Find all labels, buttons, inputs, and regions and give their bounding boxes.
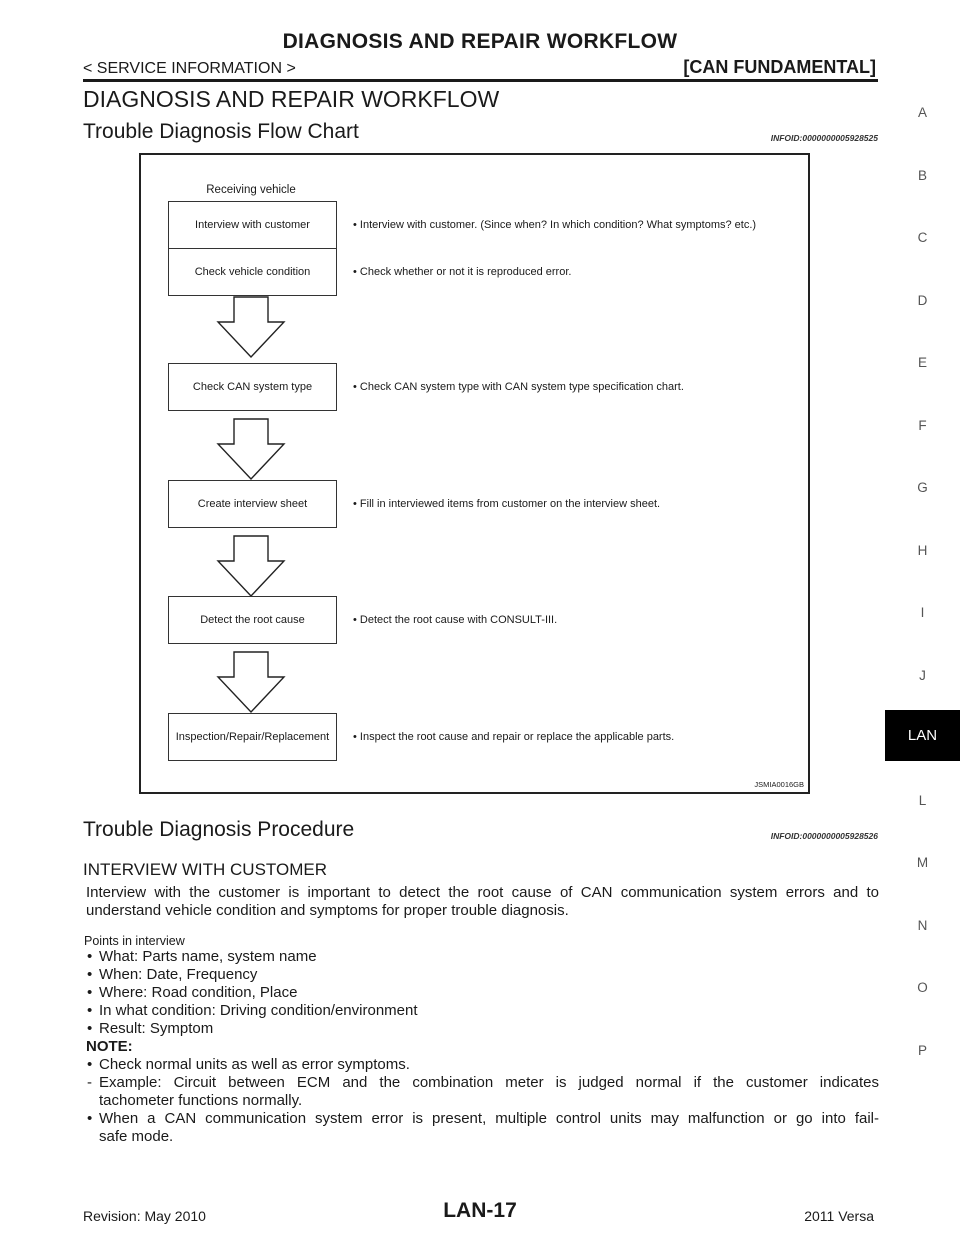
page-title: DIAGNOSIS AND REPAIR WORKFLOW (83, 86, 500, 112)
down-arrow-icon (216, 651, 286, 713)
index-tab[interactable]: F (918, 418, 927, 433)
index-tab[interactable]: A (917, 105, 927, 120)
flow-step-note: • Interview with customer. (Since when? In which condition? What symptoms? etc.) (353, 219, 757, 231)
intro-paragraph: Interview with the customer is important to detect the root cause of CAN communication system errors and to understand vehicle condition and symptoms for proper trouble diagnosis. (86, 884, 879, 919)
down-arrow-icon (216, 535, 286, 597)
index-tab[interactable]: J (919, 668, 926, 683)
index-tab[interactable]: D (917, 293, 928, 308)
flow-step-note: • Check whether or not it is reproduced error. (353, 266, 572, 278)
list-item: • Where: Road condition, Place (87, 984, 298, 1001)
list-item-continuation: tachometer functions normally. (99, 1092, 303, 1109)
down-arrow-icon (216, 296, 286, 358)
list-item: • What: Parts name, system name (87, 948, 317, 965)
note-label: NOTE: (86, 1038, 133, 1055)
flow-step-note: • Detect the root cause with CONSULT-III. (353, 614, 558, 626)
figure-id: JSMIA0016GB (754, 780, 804, 789)
flow-step-box: Check CAN system type (168, 363, 337, 411)
down-arrow-icon (216, 418, 286, 480)
flowchart-figure (139, 153, 810, 794)
flow-step-box: Interview with customer (168, 201, 337, 249)
index-tab[interactable]: G (917, 480, 928, 495)
list-item: • Check normal units as well as error symptoms. (87, 1056, 410, 1073)
flowchart-start-label: Receiving vehicle (206, 184, 296, 196)
points-list (86, 948, 879, 1038)
index-tab[interactable]: O (917, 980, 928, 995)
index-tab[interactable]: E (917, 355, 927, 370)
header-divider (83, 79, 878, 82)
index-tab[interactable]: L (918, 793, 927, 808)
info-id: INFOID:0000000005928526 (770, 831, 878, 841)
points-heading: Points in interview (84, 934, 185, 948)
list-item: • When a CAN communication system error is present, multiple control units may malfunction or go into fail- (87, 1110, 879, 1127)
revision-label: Revision: May 2010 (83, 1208, 206, 1224)
index-tab[interactable]: M (916, 855, 929, 870)
breadcrumb: < SERVICE INFORMATION > (83, 60, 296, 77)
flow-step-box: Inspection/Repair/Replacement (168, 713, 337, 761)
list-item: • Result: Symptom (87, 1020, 214, 1037)
page-number: LAN-17 (443, 1199, 517, 1222)
section-title-flow-chart: Trouble Diagnosis Flow Chart (83, 120, 359, 143)
index-tab[interactable]: I (920, 605, 925, 620)
page-header-title: DIAGNOSIS AND REPAIR WORKFLOW (282, 30, 678, 53)
section-title-procedure: Trouble Diagnosis Procedure (83, 818, 355, 841)
index-tab[interactable]: B (917, 168, 927, 183)
index-tab[interactable]: P (917, 1043, 927, 1058)
category-label: [CAN FUNDAMENTAL] (683, 57, 876, 77)
index-tab-active[interactable]: LAN (885, 710, 960, 761)
info-id: INFOID:0000000005928525 (770, 133, 878, 143)
index-tab[interactable]: H (917, 543, 928, 558)
subheading-interview: INTERVIEW WITH CUSTOMER (83, 860, 327, 879)
flow-step-note: • Inspect the root cause and repair or replace the applicable parts. (353, 731, 675, 743)
note-block (86, 1038, 879, 1146)
flow-step-note: • Check CAN system type with CAN system type specification chart. (353, 381, 684, 393)
model-label: 2011 Versa (804, 1208, 874, 1224)
list-item: • When: Date, Frequency (87, 966, 258, 983)
index-tab[interactable]: C (917, 230, 928, 245)
flow-step-box: Check vehicle condition (168, 248, 337, 296)
list-item: - Example: Circuit between ECM and the combination meter is judged normal if the customer indicates (87, 1074, 879, 1091)
flow-step-note: • Fill in interviewed items from customer on the interview sheet. (353, 498, 661, 510)
list-item-continuation: safe mode. (99, 1128, 174, 1145)
flow-step-box: Create interview sheet (168, 480, 337, 528)
index-tab[interactable]: N (917, 918, 928, 933)
list-item: • In what condition: Driving condition/environment (87, 1002, 418, 1019)
flow-step-box: Detect the root cause (168, 596, 337, 644)
